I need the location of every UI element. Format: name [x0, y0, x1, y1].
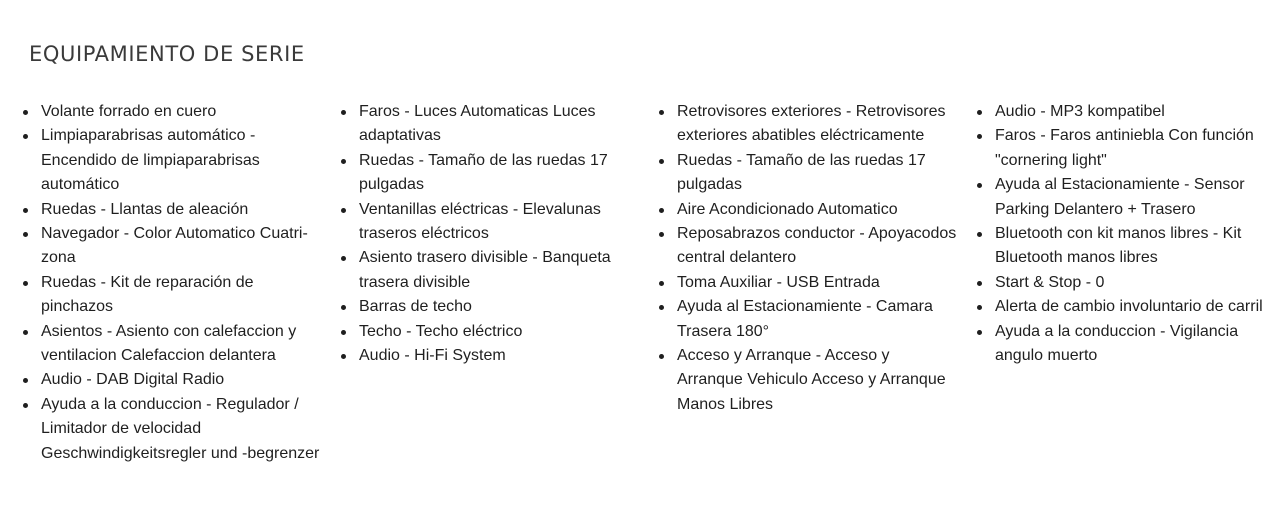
bullet-icon: [341, 110, 346, 115]
equipment-item-label: Asiento trasero divisible - Banqueta trasera divisible: [359, 249, 611, 291]
equipment-item: [976, 124, 1268, 173]
equipment-item: [22, 368, 322, 392]
equipment-item: [658, 149, 958, 198]
equipment-item: [340, 344, 640, 368]
equipment-item-label: Asientos - Asiento con calefaccion y ventilacion Calefaccion delantera: [41, 322, 297, 365]
equipment-item-label: Bluetooth con kit manos libres - Kit Bluetooth manos libres: [995, 225, 1242, 267]
equipment-item: [22, 198, 322, 222]
bullet-icon: [341, 330, 346, 335]
equipment-item-label: Volante forrado en cuero: [41, 103, 217, 120]
equipment-item-label: Alerta de cambio involuntario de carril: [995, 298, 1263, 316]
equipment-item: [976, 173, 1268, 222]
equipment-item-label: Toma Auxiliar - USB Entrada: [677, 273, 880, 291]
equipment-item: [340, 149, 640, 198]
equipment-item-label: Ruedas - Tamaño de las ruedas 17 pulgadas: [359, 151, 608, 194]
equipment-item-label: Ayuda a la conduccion - Vigilancia angulo muerto: [995, 322, 1239, 365]
bullet-icon: [977, 232, 982, 237]
equipment-column-2: [340, 100, 640, 368]
equipment-item-label: Ventanillas eléctricas - Elevalunas traseros eléctricos: [359, 200, 601, 243]
equipment-item: [658, 344, 958, 417]
bullet-icon: [977, 110, 982, 115]
bullet-icon: [659, 354, 664, 359]
equipment-item-label: Ayuda a la conduccion - Regulador / Limitador de velocidad Geschwindigkeitsregler und -begrenzer: [41, 395, 320, 462]
equipment-column-3: [658, 100, 958, 417]
bullet-icon: [23, 378, 28, 383]
equipment-item: [22, 271, 322, 320]
equipment-item: [340, 295, 640, 319]
equipment-item-label: Audio - MP3 kompatibel: [995, 103, 1165, 120]
equipment-item-label: Faros - Luces Automaticas Luces adaptativas: [359, 103, 596, 145]
equipment-item-label: Ruedas - Kit de reparación de pinchazos: [41, 273, 254, 316]
bullet-icon: [659, 305, 664, 310]
equipment-item: [658, 198, 958, 222]
equipment-item: [976, 271, 1268, 295]
equipment-item-label: Aire Acondicionado Automatico: [677, 200, 898, 218]
equipment-item: [340, 100, 640, 149]
bullet-icon: [659, 110, 664, 115]
bullet-icon: [977, 305, 982, 310]
bullet-icon: [23, 403, 28, 408]
bullet-icon: [977, 134, 982, 139]
equipment-item: [658, 271, 958, 295]
equipment-item-label: Ayuda al Estacionamiente - Sensor Parking Delantero + Trasero: [995, 176, 1245, 218]
equipment-item-label: Start & Stop - 0: [995, 273, 1105, 291]
bullet-icon: [341, 354, 346, 359]
bullet-icon: [23, 134, 28, 139]
bullet-icon: [977, 281, 982, 286]
bullet-icon: [341, 256, 346, 261]
equipment-item: [22, 320, 322, 369]
bullet-icon: [977, 330, 982, 335]
equipment-column-1: [22, 100, 322, 466]
bullet-icon: [23, 330, 28, 335]
equipment-item-label: Reposabrazos conductor - Apoyacodos central delantero: [677, 225, 957, 267]
bullet-icon: [341, 305, 346, 310]
equipment-item: [658, 100, 958, 149]
equipment-item-label: Audio - DAB Digital Radio: [41, 371, 225, 389]
bullet-icon: [23, 208, 28, 213]
bullet-icon: [23, 232, 28, 237]
section-title: EQUIPAMIENTO DE SERIE: [29, 42, 305, 66]
bullet-icon: [341, 159, 346, 164]
equipment-item: [658, 222, 958, 271]
equipment-item: [22, 393, 322, 466]
equipment-item: [22, 124, 322, 197]
equipment-item: [340, 320, 640, 344]
bullet-icon: [659, 208, 664, 213]
equipment-item-label: Acceso y Arranque - Acceso y Arranque Vehiculo Acceso y Arranque Manos Libres: [677, 347, 946, 413]
equipment-item-label: Ayuda al Estacionamiente - Camara Trasera 180°: [677, 298, 933, 340]
equipment-item: [658, 295, 958, 344]
equipment-item: [22, 222, 322, 271]
bullet-icon: [659, 159, 664, 164]
equipment-item-label: Ruedas - Llantas de aleación: [41, 200, 249, 218]
equipment-item-label: Retrovisores exteriores - Retrovisores exteriores abatibles eléctricamente: [677, 103, 946, 145]
equipment-item: [976, 320, 1268, 369]
equipment-item-label: Barras de techo: [359, 298, 472, 316]
equipment-item-label: Audio - Hi-Fi System: [359, 347, 506, 365]
equipment-item: [976, 295, 1268, 319]
equipment-item: [340, 246, 640, 295]
bullet-icon: [341, 208, 346, 213]
equipment-item-label: Techo - Techo eléctrico: [359, 322, 523, 340]
bullet-icon: [23, 281, 28, 286]
equipment-item: [22, 100, 322, 124]
equipment-item: [340, 198, 640, 247]
equipment-item-label: Faros - Faros antiniebla Con función "cornering light": [995, 127, 1254, 169]
equipment-item-label: Ruedas - Tamaño de las ruedas 17 pulgadas: [677, 151, 926, 194]
equipment-item: [976, 100, 1268, 124]
equipment-column-4: [976, 100, 1268, 368]
equipment-item-label: Limpiaparabrisas automático - Encendido de limpiaparabrisas automático: [41, 127, 260, 194]
bullet-icon: [659, 281, 664, 286]
equipment-item: [976, 222, 1268, 271]
equipment-item-label: Navegador - Color Automatico Cuatri-zona: [41, 225, 308, 267]
bullet-icon: [977, 183, 982, 188]
bullet-icon: [23, 110, 28, 115]
bullet-icon: [659, 232, 664, 237]
